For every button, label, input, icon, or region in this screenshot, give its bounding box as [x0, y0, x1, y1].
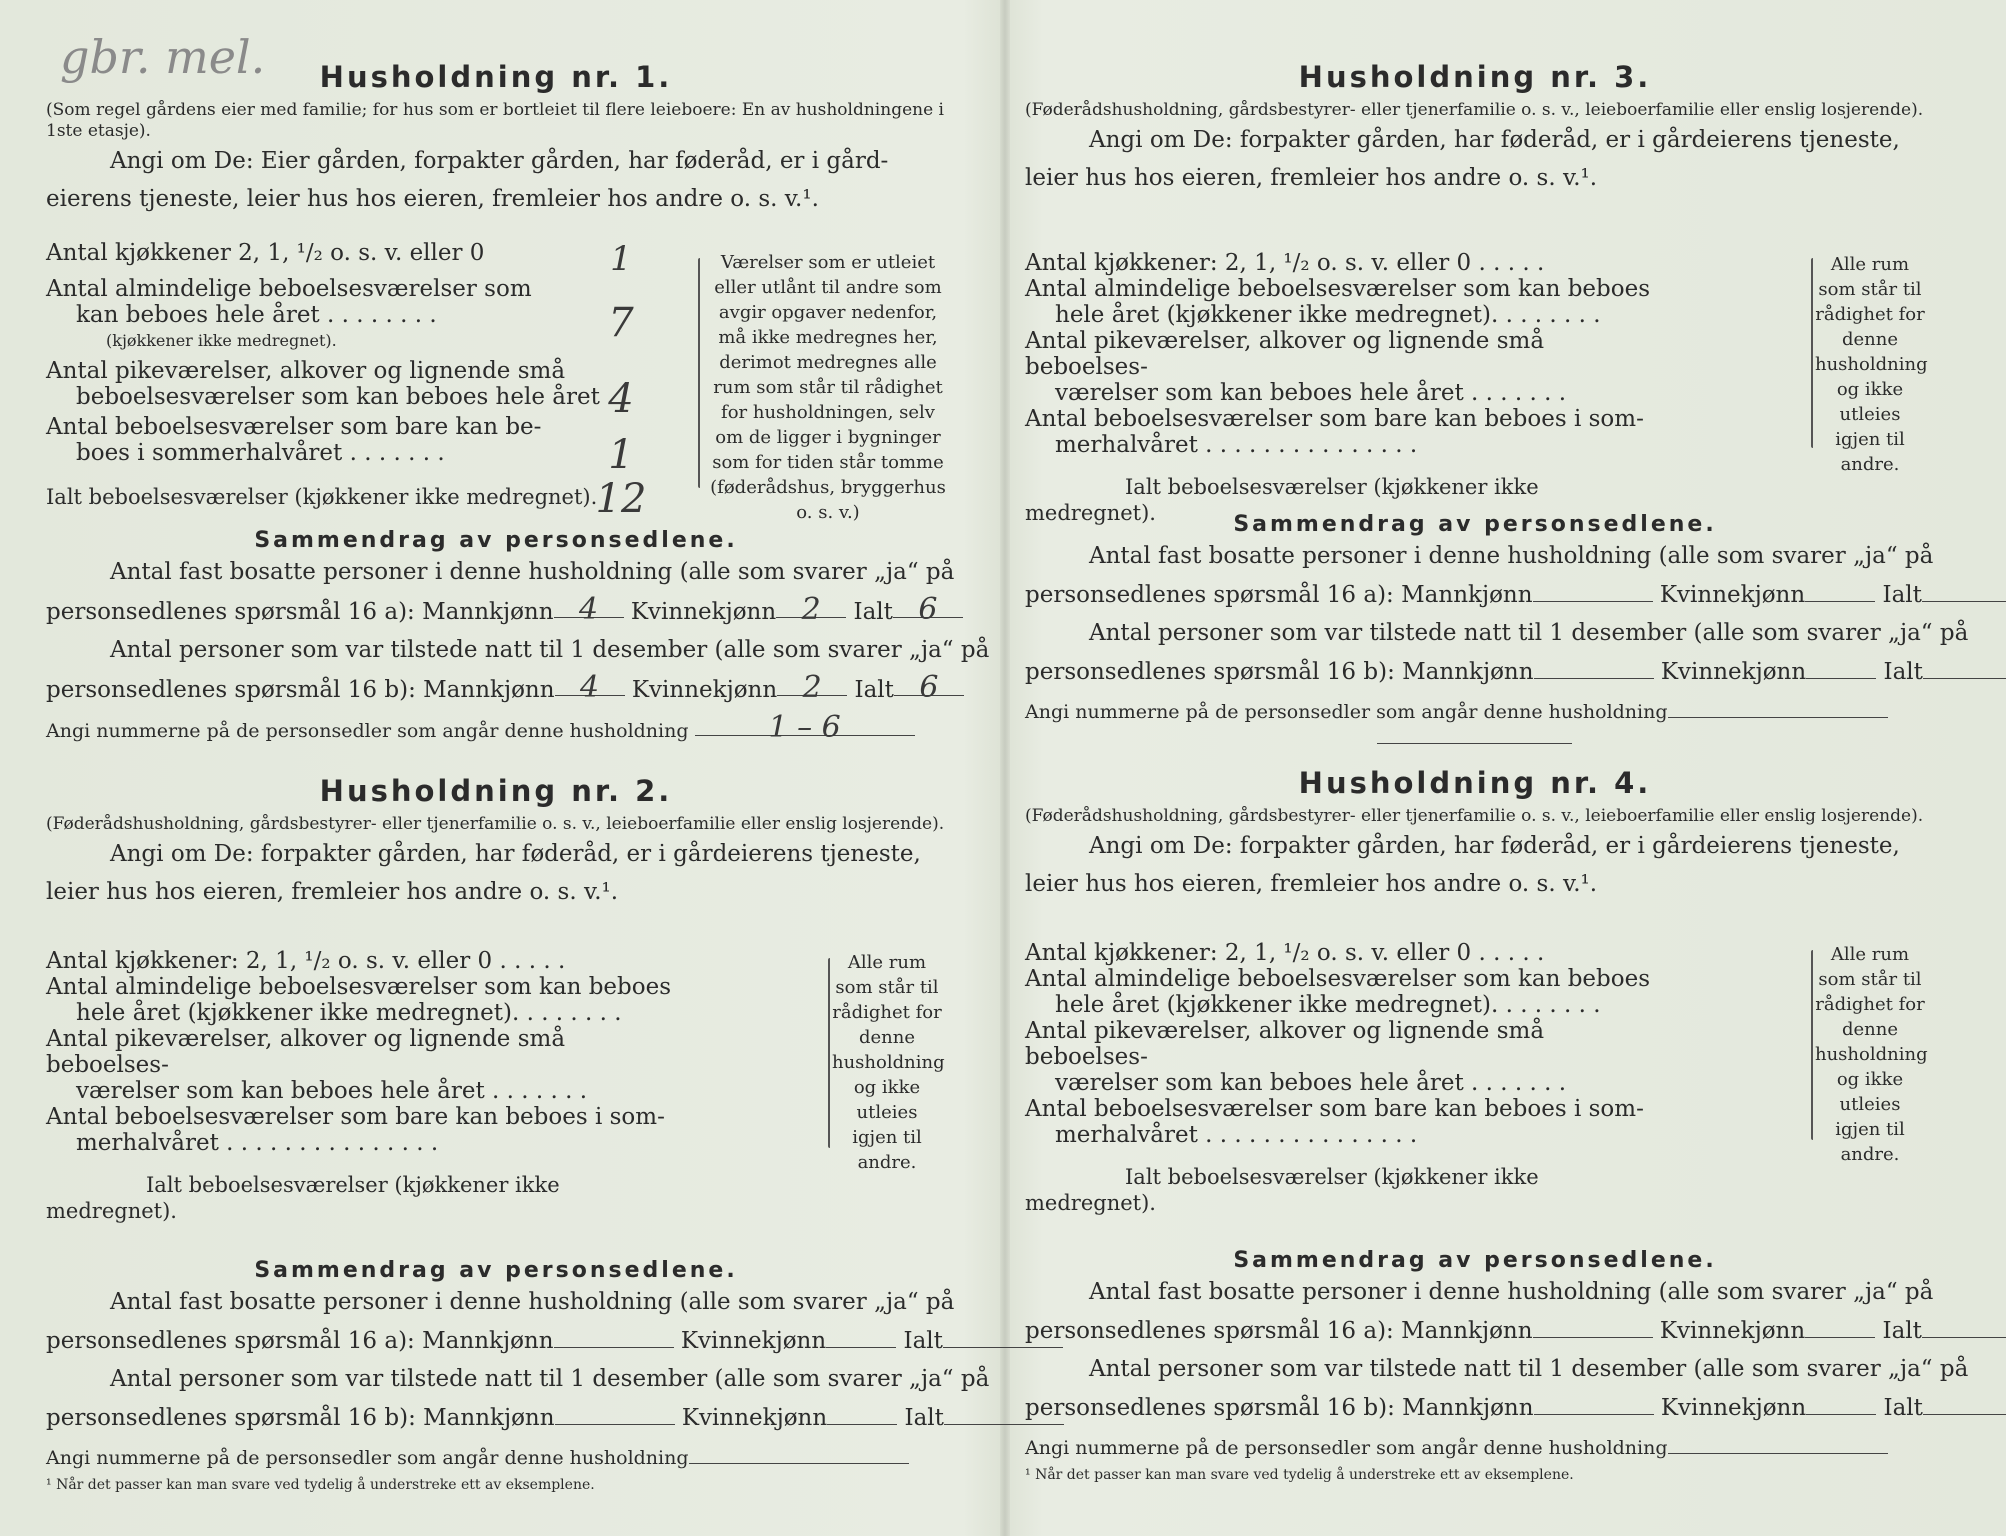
- household-3-title: Husholdning nr. 3.: [1298, 60, 1652, 94]
- sommer-value: 1: [608, 432, 634, 478]
- footnote: ¹ Når det passer kan man svare ved tydelig å understreke ett av eksemplene.: [46, 1477, 595, 1493]
- page-fold: [1000, 0, 1010, 1536]
- household-2: Husholdning nr. 2. (Føderådshusholdning, gårdsbestyrer- eller tjenerfamilie o. s. v., leieboerfamilie eller enslig losjerende). Angi om De: forpakter gården, har føderåd, er i gårdeierens tjeneste, leier hus hos eieren, fremleier hos andre o. s. v.¹. Antal kjøkkener: 2, 1, ¹/₂ o. s. v. eller 0 . . . . . Antal almindelige beboelsesværelser som kan beboes hele året (kjøkkener ikke medregnet). . . . . . . . Antal pikeværelser, alkover og lignende små beboelses- værelser som kan beboes hele året . . . . . . . Antal beboelsesværelser som bare kan beboes i som- merhalvåret . . . . . . . . . . . . . . . Ialt beboelsesværelser (kjøkkener ikke medregnet). Alle rum som står til rådighet for denne husholdning og ikke utleies igjen til andre. Sammendrag av personsedlene. Antal fast bosatte personer i denne husholdning (alle som svarer „ja“ på personsedlenes spørsmål 16 a): Mannkjønn Kvinnekjønn Ialt Antal personer som var tilstede natt til 1 desember (alle som svarer „ja“ på personsedlenes spørsmål 16 b): Mannkjønn Kvinnekjønn Ialt Angi nummerne på de personsedler som angår denne husholdning ¹ Når det passer kan man svare ved tydelig å understreke ett av eksemplene.: [46, 774, 946, 911]
- kjokkener-value: 1: [610, 239, 632, 279]
- household-4-title: Husholdning nr. 4.: [1298, 766, 1652, 800]
- side-note: Værelser som er utleiet eller utlånt til andre som avgir opgaver nedenfor, må ikke medregnes her, derimot medregnes alle rum som står til rådighet for husholdningen, selv om de ligger i bygninger som for tiden står tomme (føderådshus, bryggerhus o. s. v.): [710, 252, 946, 523]
- household-2-title: Husholdning nr. 2.: [319, 774, 673, 808]
- room-counts: [46, 239, 686, 522]
- section-divider: [1377, 743, 1572, 744]
- household-4: Husholdning nr. 4. (Føderådshusholdning, gårdsbestyrer- eller tjenerfamilie o. s. v., leieboerfamilie eller enslig losjerende). Angi om De: forpakter gården, har føderåd, er i gårdeierens tjeneste, leier hus hos eieren, fremleier hos andre o. s. v.¹. Antal kjøkkener: 2, 1, ¹/₂ o. s. v. eller 0 . . . . . Antal almindelige beboelsesværelser som kan beboes hele året (kjøkkener ikke medregnet). . . . . . . . Antal pikeværelser, alkover og lignende små beboelses- værelser som kan beboes hele året . . . . . . . Antal beboelsesværelser som bare kan beboes i som- merhalvåret . . . . . . . . . . . . . . . Ialt beboelsesværelser (kjøkkener ikke medregnet). Alle rum som står til rådighet for denne husholdning og ikke utleies igjen til andre. Sammendrag av personsedlene. Antal fast bosatte personer i denne husholdning (alle som svarer „ja“ på personsedlenes spørsmål 16 a): Mannkjønn Kvinnekjønn Ialt Antal personer som var tilstede natt til 1 desember (alle som svarer „ja“ på personsedlenes spørsmål 16 b): Mannkjønn Kvinnekjønn Ialt Angi nummerne på de personsedler som angår denne husholdning ¹ Når det passer kan man svare ved tydelig å understreke ett av eksemplene.: [1025, 766, 1925, 903]
- alm-row: Antal almindelige beboelsesværelser som kan beboes hele året . . . . . . . . (kjøkkener ikke medregnet). 7: [46, 276, 686, 354]
- ialt-rooms-row: Ialt beboelsesværelser (kjøkkener ikke medregnet). 12: [46, 484, 686, 510]
- pike-row: Antal pikeværelser, alkover og lignende små beboelsesværelser som kan beboes hele året 4: [46, 358, 686, 410]
- household-1-title: Husholdning nr. 1.: [319, 60, 673, 94]
- household-1: Husholdning nr. 1. (Som regel gårdens eier med familie; for hus som er bortleiet til flere leieboere: En av husholdningene i 1ste etasje). Angi om De: Eier gården, forpakter gården, har føderåd, er i gård- eierens tjeneste, leier hus hos eieren, fremleier hos andre o. s. v.¹. Antal kjøkkener 2, 1, ¹/₂ o. s. v. eller 0 1 Antal almindelige beboelsesværelser som kan beboes hele året . . . . . . . . (kjøkkener ikke medregnet). 7 Antal pikeværelser, alkover og lignende små beboelsesværelser som kan beboes hele året 4 Antal beboelsesværelser som bare kan be- boes i sommerhalvåret . . . . . . . 1 Ialt beboelsesværelser (kjøkkener ikke medregnet). 12 Værelser som er utleiet eller utlånt til andre som avgir opgaver nedenfor, må ikke medregnes her, derimot medregnes alle rum som står til rådighet for husholdningen, selv om de ligger i bygninger som for tiden står tomme (føderådshus, bryggerhus o. s. v.) Sammendrag av personsedlene. Antal fast bosatte personer i denne husholdning (alle som svarer „ja“ på personsedlenes spørsmål 16 a): Mannkjønn 4 Kvinnekjønn 2 Ialt 6 Antal personer som var tilstede natt til 1 desember (alle som svarer „ja“ på personsedlenes spørsmål 16 b): Mannkjønn 4 Kvinnekjønn 2 Ialt 6 Angi nummerne på de personsedler som angår denne husholdning 1 – 6: [46, 60, 946, 218]
- sommer-row: Antal beboelsesværelser som bare kan be- boes i sommerhalvåret . . . . . . . 1: [46, 414, 686, 466]
- ialt-rooms-value: 12: [595, 476, 647, 522]
- pike-value: 4: [608, 376, 634, 422]
- household-3: Husholdning nr. 3. (Føderådshusholdning, gårdsbestyrer- eller tjenerfamilie o. s. v., leieboerfamilie eller enslig losjerende). Angi om De: forpakter gården, har føderåd, er i gårdeierens tjeneste, leier hus hos eieren, fremleier hos andre o. s. v.¹. Antal kjøkkener: 2, 1, ¹/₂ o. s. v. eller 0 . . . . . Antal almindelige beboelsesværelser som kan beboes hele året (kjøkkener ikke medregnet). . . . . . . . Antal pikeværelser, alkover og lignende små beboelses- værelser som kan beboes hele året . . . . . . . Antal beboelsesværelser som bare kan beboes i som- merhalvåret . . . . . . . . . . . . . . . Ialt beboelsesværelser (kjøkkener ikke medregnet). Alle rum som står til rådighet for denne husholdning og ikke utleies igjen til andre. Sammendrag av personsedlene. Antal fast bosatte personer i denne husholdning (alle som svarer „ja“ på personsedlenes spørsmål 16 a): Mannkjønn Kvinnekjønn Ialt Antal personer som var tilstede natt til 1 desember (alle som svarer „ja“ på personsedlenes spørsmål 16 b): Mannkjønn Kvinnekjønn Ialt Angi nummerne på de personsedler som angår denne husholdning: [1025, 60, 1925, 197]
- angi-question-line1: Angi om De: Eier gården, forpakter gården, har føderåd, er i gård-: [110, 148, 889, 174]
- angi-question-line2: eierens tjeneste, leier hus hos eieren, fremleier hos andre o. s. v.¹.: [46, 186, 819, 212]
- tilstede-row: personsedlenes spørsmål 16 b): Mannkjønn 4 Kvinnekjønn 2 Ialt 6: [46, 669, 946, 709]
- household-1-note: (Som regel gårdens eier med familie; for hus som er bortleiet til flere leieboere: En av husholdningene i 1ste etasje).: [46, 100, 944, 141]
- side-bracket: [698, 258, 700, 488]
- nummerne-row: Angi nummerne på de personsedler som angår denne husholdning 1 – 6: [46, 709, 946, 750]
- summary-title: Sammendrag av personsedlene.: [254, 528, 738, 553]
- pencil-annotation: gbr. mel.: [60, 30, 266, 84]
- alm-value: 7: [608, 300, 634, 346]
- fast-row: personsedlenes spørsmål 16 a): Mannkjønn 4 Kvinnekjønn 2 Ialt 6: [46, 591, 946, 631]
- kjokkener-row: Antal kjøkkener 2, 1, ¹/₂ o. s. v. eller 0 1: [46, 240, 686, 270]
